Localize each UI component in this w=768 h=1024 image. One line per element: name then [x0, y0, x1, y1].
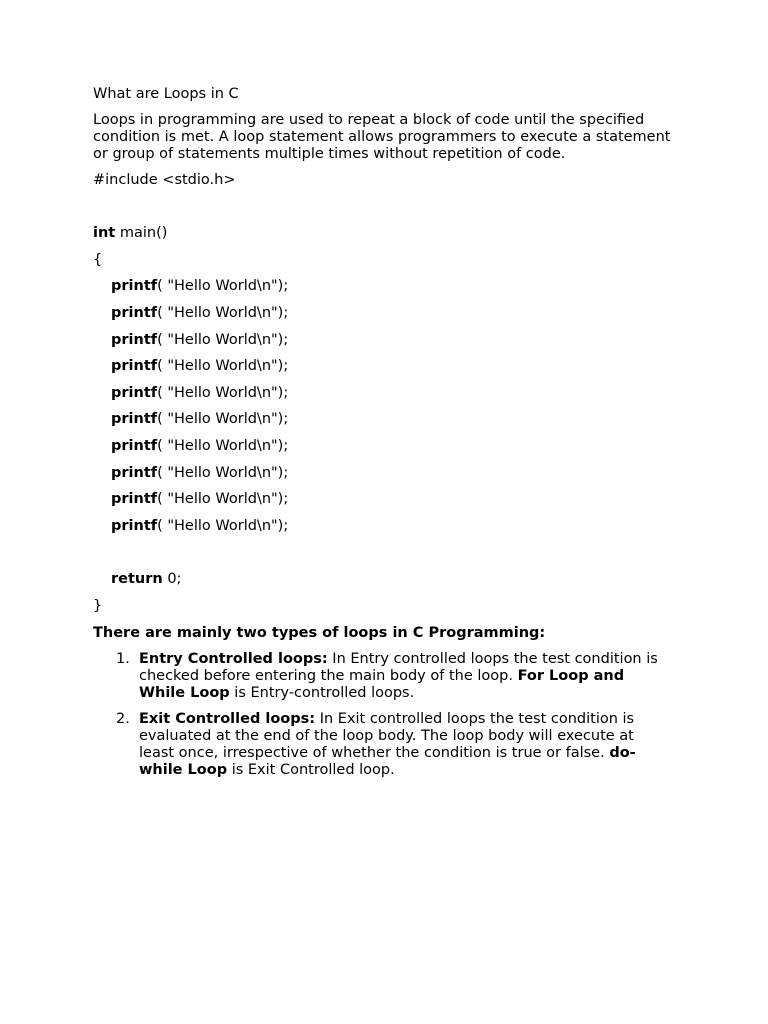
- code-printf-line: [93, 411, 673, 428]
- code-printf-line: [93, 305, 673, 322]
- list-number: 2.: [116, 710, 130, 727]
- code-keyword: printf: [111, 331, 158, 348]
- code-text: ( "Hello World\n");: [157, 411, 289, 428]
- code-keyword: printf: [111, 464, 158, 481]
- code-text: ( "Hello World\n");: [157, 464, 289, 481]
- code-keyword: printf: [111, 437, 158, 454]
- loop-types-list: [93, 651, 673, 779]
- code-text: ( "Hello World\n");: [157, 384, 289, 401]
- code-keyword: printf: [111, 304, 158, 321]
- list-item: [93, 711, 673, 779]
- list-item: [93, 651, 673, 702]
- code-printf-line: [93, 278, 673, 295]
- intro-paragraph: Loops in programming are used to repeat a block of code until the specified condition is met. A loop statement allows programmers to execute a statement or group of statements multiple times without repetition of code.: [93, 112, 671, 162]
- code-printf-line: [93, 491, 673, 508]
- loop-type-emphasis: For Loop and While Loop: [139, 667, 625, 701]
- code-keyword: printf: [111, 411, 158, 428]
- code-text: 0;: [162, 570, 182, 587]
- code-keyword: printf: [111, 384, 158, 401]
- code-keyword: return: [111, 570, 163, 587]
- loop-type-tail: is Exit Controlled loop.: [227, 761, 395, 778]
- code-printf-line: [93, 385, 673, 402]
- code-printf-line: [93, 358, 673, 375]
- code-keyword: printf: [111, 358, 158, 375]
- code-text: ( "Hello World\n");: [157, 304, 289, 321]
- code-text: ( "Hello World\n");: [157, 331, 289, 348]
- code-keyword: printf: [111, 517, 158, 534]
- code-keyword: printf: [111, 278, 158, 295]
- code-keyword: printf: [111, 491, 158, 508]
- loop-type-text: In Exit controlled loops the test condition is evaluated at the end of the loop body. The loop body will execute at least once, irrespective of whether the condition is true or false.: [139, 710, 635, 761]
- code-text: ( "Hello World\n");: [157, 491, 289, 508]
- code-keyword: int: [93, 225, 116, 242]
- code-printf-line: [93, 332, 673, 349]
- loop-type-term: Entry Controlled loops:: [139, 650, 328, 667]
- loop-type-term: Exit Controlled loops:: [139, 710, 316, 727]
- code-printf-line: [93, 465, 673, 482]
- code-close-brace: }: [93, 597, 103, 614]
- code-include-line: #include <stdio.h>: [93, 172, 236, 188]
- loop-type-tail: is Entry-controlled loops.: [229, 684, 415, 701]
- loop-type-emphasis: do-while Loop: [139, 744, 636, 778]
- code-text: ( "Hello World\n");: [157, 278, 289, 295]
- loop-type-text: In Entry controlled loops the test condition is checked before entering the main body of the loop.: [139, 650, 658, 684]
- code-blank-line: [93, 199, 673, 226]
- code-text: ( "Hello World\n");: [157, 358, 289, 375]
- code-blank-line: [93, 544, 673, 571]
- code-text: main(): [115, 225, 168, 242]
- code-text: ( "Hello World\n");: [157, 437, 289, 454]
- list-number: 1.: [116, 650, 130, 667]
- code-text: ( "Hello World\n");: [157, 517, 289, 534]
- document-title: What are Loops in C: [93, 86, 239, 102]
- code-open-brace: {: [93, 251, 103, 268]
- types-heading: There are mainly two types of loops in C Programming:: [93, 624, 546, 641]
- code-printf-line: [93, 518, 673, 535]
- code-printf-line: [93, 438, 673, 455]
- document-content: [93, 86, 673, 788]
- code-main-line: [93, 225, 673, 242]
- code-return-line: [93, 571, 673, 588]
